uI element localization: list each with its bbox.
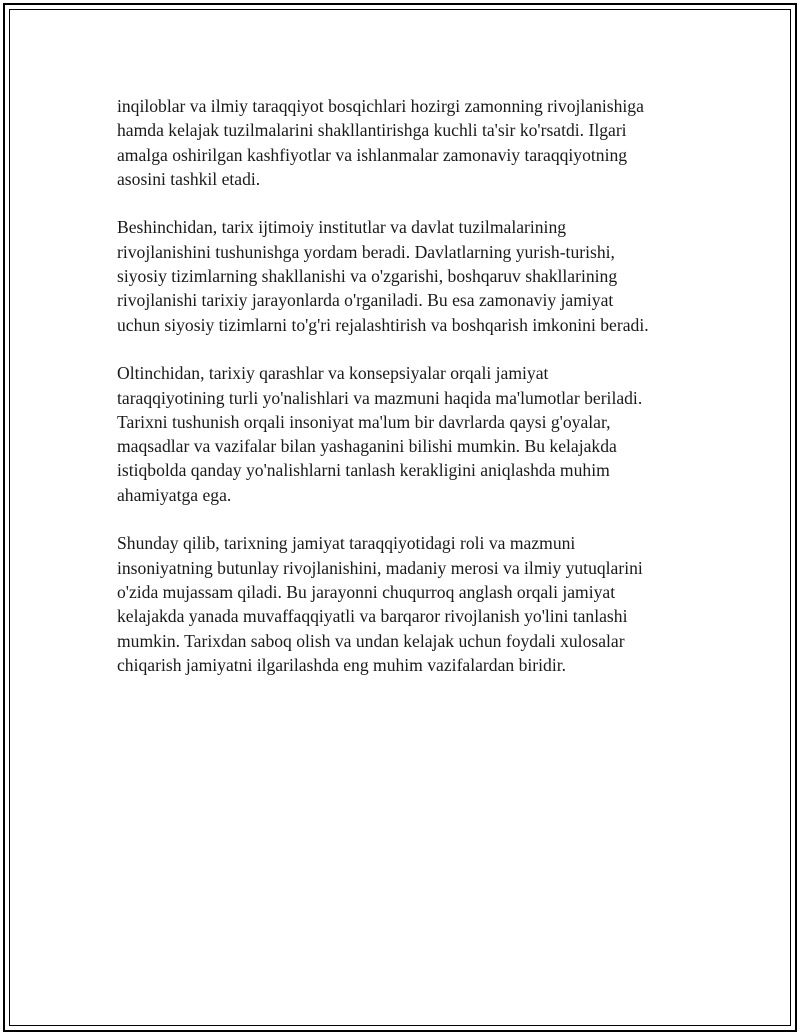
paragraph-2: Beshinchidan, tarix ijtimoiy institutlar va davlat tuzilmalarining rivojlanishini tushunishga yordam beradi. Davlatlarning yurish-turishi, siyosiy tizimlarning shakllanishi va o'zgarishi, boshqaruv shakllarining rivojlanishi tarixiy jarayonlarda o'rganiladi. Bu esa zamonaviy jamiyat uchun siyosiy tizimlarni to'g'ri rejalashtirish va boshqarish imkonini beradi.	[117, 217, 649, 335]
document-body	[117, 94, 697, 701]
paragraph-3: Oltinchidan, tarixiy qarashlar va konsepsiyalar orqali jamiyat taraqqiyotining turli yo'nalishlari va mazmuni haqida ma'lumotlar beriladi. Tarixni tushunish orqali insoniyat ma'lum bir davrlarda qaysi g'oyalar, maqsadlar va vazifalar bilan yashaganini bilishi mumkin. Bu kelajakda istiqbolda qanday yo'nalishlarni tanlash kerakligini aniqlashda muhim ahamiyatga ega.	[117, 363, 643, 505]
paragraph-4: Shunday qilib, tarixning jamiyat taraqqiyotidagi roli va mazmuni insoniyatning butunlay rivojlanishini, madaniy merosi va ilmiy yutuqlarini o'zida mujassam qiladi. Bu jarayonni chuqurroq anglash orqali jamiyat kelajakda yanada muvaffaqqiyatli va barqaror rivojlanish yo'lini tanlashi mumkin. Tarixdan saboq olish va undan kelajak uchun foydali xulosalar chiqarish jamiyatni ilgarilashda eng muhim vazifalardan biridir.	[117, 533, 643, 675]
paragraph-1: inqiloblar va ilmiy taraqqiyot bosqichlari hozirgi zamonning rivojlanishiga hamda kelajak tuzilmalarini shakllantirishga kuchli ta'sir ko'rsatdi. Ilgari amalga oshirilgan kashfiyotlar va ishlanmalar zamonaviy taraqqiyotning asosini tashkil etadi.	[117, 96, 644, 189]
